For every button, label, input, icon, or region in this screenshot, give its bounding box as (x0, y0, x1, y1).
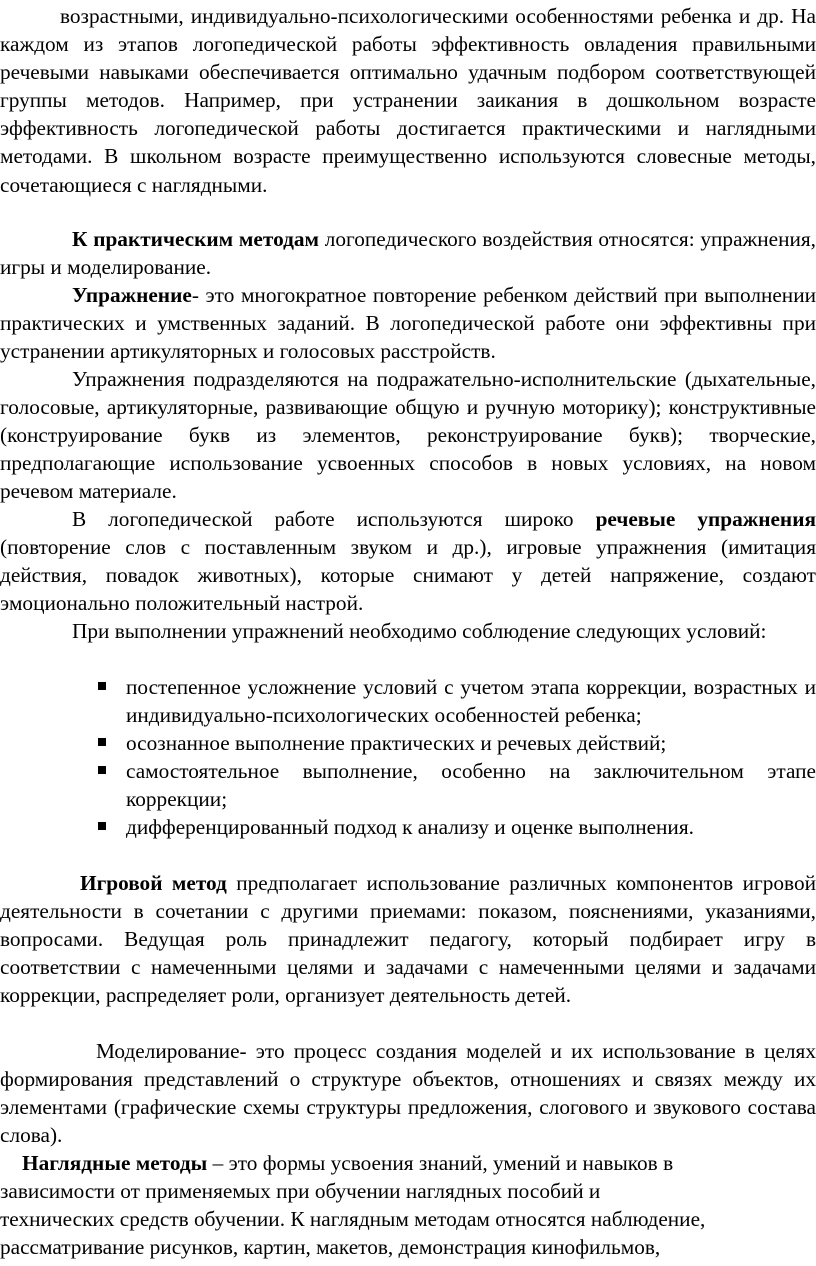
bullet-square-icon (98, 738, 106, 746)
list-item-text: осознанное выполнение практических и речевых действий; (126, 731, 667, 756)
bullet-square-icon (98, 682, 106, 690)
list-item (0, 813, 816, 841)
bold-term: речевые упражнения (595, 507, 816, 531)
list-item-text: постепенное усложнение условий с учетом этапа коррекции, возрастных и индивидуально-психологических особенностей ребенка; (126, 675, 816, 728)
bold-term: Наглядные методы (22, 1151, 208, 1175)
paragraph-conditions-intro (0, 617, 816, 645)
text-line (0, 1149, 816, 1177)
paragraph-text: (повторение слов с поставленным звуком и др.), игровые упражнения (имитация действия, повадок животных), которые снимают у детей напряжение, создают эмоционально положительный настрой. (0, 535, 816, 616)
paragraph-modeling (0, 1037, 816, 1149)
paragraph-text: предполагает использование различных компонентов игровой деятельности в сочетании с другими приемами: показом, пояснениями, указаниями, вопросами. Ведущая роль принадлежит педагогу, который подбирает игру в соответствии с намеченными целями и задачами с намеченными целями и задачами коррекции, распределяет роли, организует деятельность детей. (0, 871, 816, 1008)
list-item (0, 673, 816, 729)
paragraph-exercise-types (0, 365, 816, 505)
list-item (0, 757, 816, 813)
text-line: зависимости от применяемых при обучении наглядных пособий и (0, 1179, 601, 1204)
bold-term: К практическим методам (72, 227, 320, 251)
list-item-text: самостоятельное выполнение, особенно на заключительном этапе коррекции; (126, 759, 816, 812)
paragraph-practical-methods (0, 225, 816, 281)
paragraph-text: – это формы усвоения знаний, умений и навыков в (207, 1151, 674, 1175)
text-line: рассматривание рисунков, картин, макетов, демонстрация кинофильмов, (0, 1235, 661, 1260)
paragraph-text: - это многократное повторение ребенком действий при выполнении практических и умственных заданий. В логопедической работе они эффективны при устранении артикуляторных и голосовых расстройств. (0, 283, 816, 364)
bullet-square-icon (98, 766, 106, 774)
bullet-square-icon (98, 822, 106, 830)
paragraph-game-method (0, 869, 816, 1009)
paragraph-text: При выполнении упражнений необходимо соблюдение следующих условий: (72, 619, 767, 643)
paragraph-speech-exercises (0, 505, 816, 617)
paragraph-text: В логопедической работе используются широко (72, 507, 596, 531)
paragraph-text: возрастными, индивидуально-психологическими особенностями ребенка и др. На каждом из этапов логопедической работы эффективность овладения правильными речевыми навыками обеспечивается оптимально удачным подбором соответствующей группы методов. Например, при устранении заикания в дошкольном возрасте эффективность логопедической работы достигается практическими и наглядными методами. В школьном возрасте преимущественно используются словесные методы, сочетающиеся с наглядными. (0, 4, 816, 197)
bold-term: Упражнение (72, 283, 192, 307)
paragraph-text: Моделирование- это процесс создания моделей и их использование в целях формирования представлений о структуре объектов, отношениях и связях между их элементами (графические схемы структуры предложения, слогового и звукового состава слова). (0, 1039, 816, 1148)
paragraph-visual-methods (0, 1149, 816, 1261)
list-item (0, 729, 816, 757)
text-line: технических средств обучении. К наглядным методам относятся наблюдение, (0, 1207, 706, 1232)
paragraph-exercise (0, 281, 816, 365)
paragraph-intro (0, 2, 816, 199)
conditions-list (0, 673, 816, 842)
bold-term: Игровой метод (80, 871, 227, 895)
paragraph-text: Упражнения подразделяются на подражательно-исполнительские (дыхательные, голосовые, артикуляторные, развивающие общую и ручную моторику); конструктивные (конструирование букв из элементов, реконструирование букв); творческие, предполагающие использование усвоенных способов в новых условиях, на новом речевом материале. (0, 367, 816, 504)
paragraph-text: логопедического воздействия относятся: упражнения, игры и моделирование. (0, 227, 816, 280)
list-item-text: дифференцированный подход к анализу и оценке выполнения. (126, 815, 694, 840)
